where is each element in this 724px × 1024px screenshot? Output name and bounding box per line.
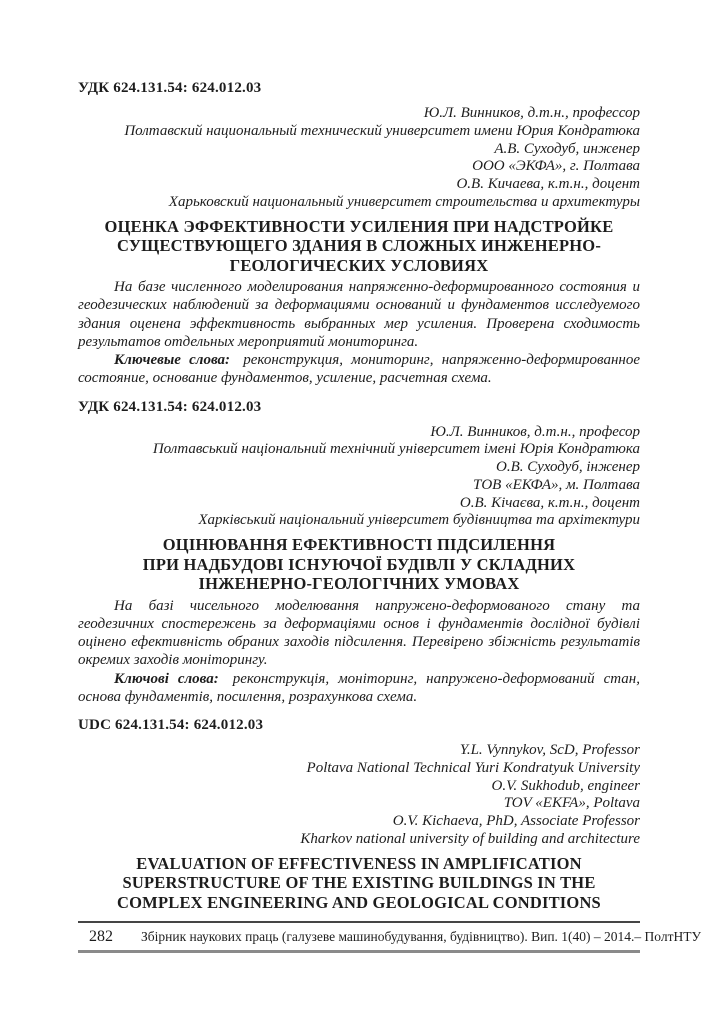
title-line: ОЦІНЮВАННЯ ЕФЕКТИВНОСТІ ПІДСИЛЕННЯ [162,535,556,555]
affiliation-line: TOV «EKFA», Poltava [503,795,640,812]
article-title-en [78,854,640,913]
title-line: COMPLEX ENGINEERING AND GEOLOGICAL CONDITIONS [117,892,601,912]
affiliation-line: Kharkov national university of building and architecture [300,830,640,847]
author-line: Ю.Л. Винников, д.т.н., профессор [423,105,640,121]
author-line: O.V. Kichaeva, PhD, Associate Professor [392,813,640,830]
affiliation-line: Poltava National Technical Yuri Kondratyuk University [306,759,640,776]
author-block-ru [78,105,640,212]
author-line: O.V. Sukhodub, engineer [491,777,640,794]
author-line: Y.L. Vynnykov, ScD, Professor [459,742,640,758]
author-block-uk [78,424,640,531]
udc-code-en: UDC 624.131.54: 624.012.03 [78,717,264,733]
author-line: О.В. Суходуб, інженер [495,459,640,476]
section-english [78,716,640,912]
journal-title: Збірник наукових праць (галузеве машинобудування, будівництво). Вип. 1(40) – 2014.– ПолтНТУ [141,929,702,944]
page-number: 282 [89,928,113,945]
keywords-text: реконструкція, моніторинг, напружено-деформований стан, основа фундаментів, посилення, розрахункова схема. [78,670,641,705]
abstract-uk: На базі чисельного моделювання напружено-деформованого стану та геодезичних спостережень за деформаціями основ і фундаментів дослідної будівлі оцінено ефективність обраних заходів підсилення. Перевірено збіжність результатів окремих заходів моніторингу. [78,597,640,669]
section-russian [78,79,640,388]
udc-code-ru: УДК 624.131.54: 624.012.03 [78,80,262,96]
title-line: СУЩЕСТВУЮЩЕГО ЗДАНИЯ В СЛОЖНЫХ ИНЖЕНЕРНО- [116,236,602,256]
affiliation-line: Харьковский национальный университет строительства и архитектуры [168,193,640,210]
section-ukrainian [78,398,640,707]
keywords-label: Ключові слова: [114,670,219,687]
title-line: ГЕОЛОГИЧЕСКИХ УСЛОВИЯХ [229,255,489,275]
article-title-ru [78,217,640,276]
article-title-uk [78,535,640,594]
author-line: О.В. Кичаева, к.т.н., доцент [456,176,640,193]
affiliation-line: Полтавський національний технічний університет імені Юрія Кондратюка [152,441,640,458]
abstract-ru: На базе численного моделирования напряженно-деформированного состояния и геодезических наблюдений за деформациями оснований и фундаментов исследуемого здания оценена эффективность выбранных мер усиления. Проверена сходимость результатов отдельных мероприятий мониторинга. [78,279,640,350]
keywords-text: реконструкция, мониторинг, напряженно-деформированное состояние, основание фундаментов, усиление, расчетная схема. [78,352,640,387]
keywords-ru [78,351,640,387]
author-line: А.В. Суходуб, инженер [494,140,640,157]
affiliation-line: Харківський національний університет будівництва та архітектури [198,512,640,529]
title-line: ІНЖЕНЕРНО-ГЕОЛОГІЧНИХ УМОВАХ [198,574,520,594]
author-line: Ю.Л. Винников, д.т.н., професор [430,423,640,440]
title-line: EVALUATION OF EFFECTIVENESS IN AMPLIFICATION [136,853,582,873]
title-line: ОЦЕНКА ЭФФЕКТИВНОСТИ УСИЛЕНИЯ ПРИ НАДСТРОЙКЕ [104,216,614,236]
author-block-en [78,742,640,849]
affiliation-line: ООО «ЭКФА», г. Полтава [472,158,640,175]
title-line: ПРИ НАДБУДОВІ ІСНУЮЧОЇ БУДІВЛІ У СКЛАДНИХ [142,554,576,574]
udc-code-uk: УДК 624.131.54: 624.012.03 [78,398,262,415]
author-line: О.В. Кічаєва, к.т.н., доцент [459,494,640,511]
keywords-uk [78,670,640,706]
affiliation-line: Полтавский национальный технический университет имени Юрия Кондратюка [124,122,640,139]
page-content [78,79,640,922]
title-line: SUPERSTRUCTURE OF THE EXISTING BUILDINGS IN THE [122,873,596,893]
affiliation-line: ТОВ «ЕКФА», м. Полтава [473,476,640,493]
keywords-label: Ключевые слова: [114,352,231,369]
page-footer [78,921,702,953]
